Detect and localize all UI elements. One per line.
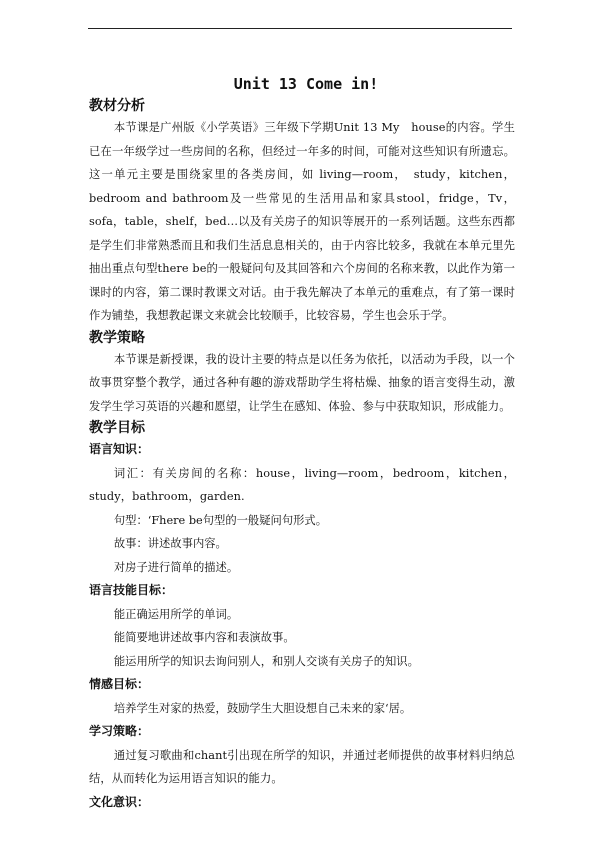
learning-strategy-paragraph: 通过复习歌曲和chant引出现在所学的知识，并通过老师提供的故事材料归纳总结，从而转化为运用语言知识的能力。 xyxy=(89,748,515,785)
header-rule xyxy=(88,28,512,29)
section-heading-goals: 教学目标 xyxy=(89,420,145,436)
strategy-paragraph: 本节课是新授课，我的设计主要的特点是以任务为依托，以活动为手段，以一个故事贯穿整个教学，通过各种有趣的游戏帮助学生将枯燥、抽象的语言变得生动，激发学生学习英语的兴趣和愿望，让学生在感知、体验、参与中获取知识，形成能力。 xyxy=(89,352,515,413)
describe-house-line: 对房子进行简单的描述。 xyxy=(113,560,239,574)
section-heading-analysis: 教材分析 xyxy=(89,98,145,114)
skill-item: 能简要地讲述故事内容和表演故事。 xyxy=(113,631,295,644)
emotion-line: 培养学生对家的热爱，鼓励学生大胆设想自己未来的家‘居。 xyxy=(113,701,412,715)
analysis-paragraph: 本节课是广州版《小学英语》三年级下学期Unit 13 My house的内容。学生已在一年级学过一些房间的名称，但经过一年多的时间，可能对这些知识有所遗忘。这一单元主要是围绕家里的各类房间，如 living—room， study，kitchen，bedroom and bathroom及一些常见的生活用品和家具stool，fridge，Tv，sofa，table，shelf，bed…以及有关房子的知识等展开的一系列话题。这些东西都是学生们非常熟悉而且和我们生活息息相关的，由于内容比较多，我就在本单元里先抽出重点句型there be的一般疑问句及其回答和六个房间的名称来教，以此作为第一课时的内容，第二课时教课文对话。由于我先解决了本单元的重难点，有了第一课时作为铺垫，我想教起课文来就会比较顺手，比较容易，学生也会乐于学。 xyxy=(89,121,515,322)
subheading-language-skill: 语言技能目标： xyxy=(89,583,174,597)
document-title: Unit 13 Come in! xyxy=(233,75,379,93)
subheading-language-knowledge: 语言知识： xyxy=(89,442,150,456)
skill-item: 能正确运用所学的单词。 xyxy=(113,607,239,621)
section-strategy xyxy=(89,328,515,419)
document-body xyxy=(89,72,515,814)
section-goals xyxy=(89,418,515,814)
section-heading-strategy: 教学策略 xyxy=(89,329,145,346)
subheading-learning-strategy: 学习策略： xyxy=(89,724,150,738)
section-analysis xyxy=(89,96,515,328)
story-line: 故事：讲述故事内容。 xyxy=(113,537,227,550)
subheading-emotion: 情感目标： xyxy=(89,677,150,691)
sentence-pattern-line: 句型：‘Fhere be句型的一般疑问句形式。 xyxy=(113,513,328,527)
skill-item: 能运用所学的知识去询问别人，和别人交谈有关房子的知识。 xyxy=(113,654,419,668)
vocab-paragraph: 词汇：有关房间的名称：house，living—room，bedroom，kitchen，study，bathroom，garden. xyxy=(89,466,515,503)
subheading-culture: 文化意识： xyxy=(89,794,150,809)
